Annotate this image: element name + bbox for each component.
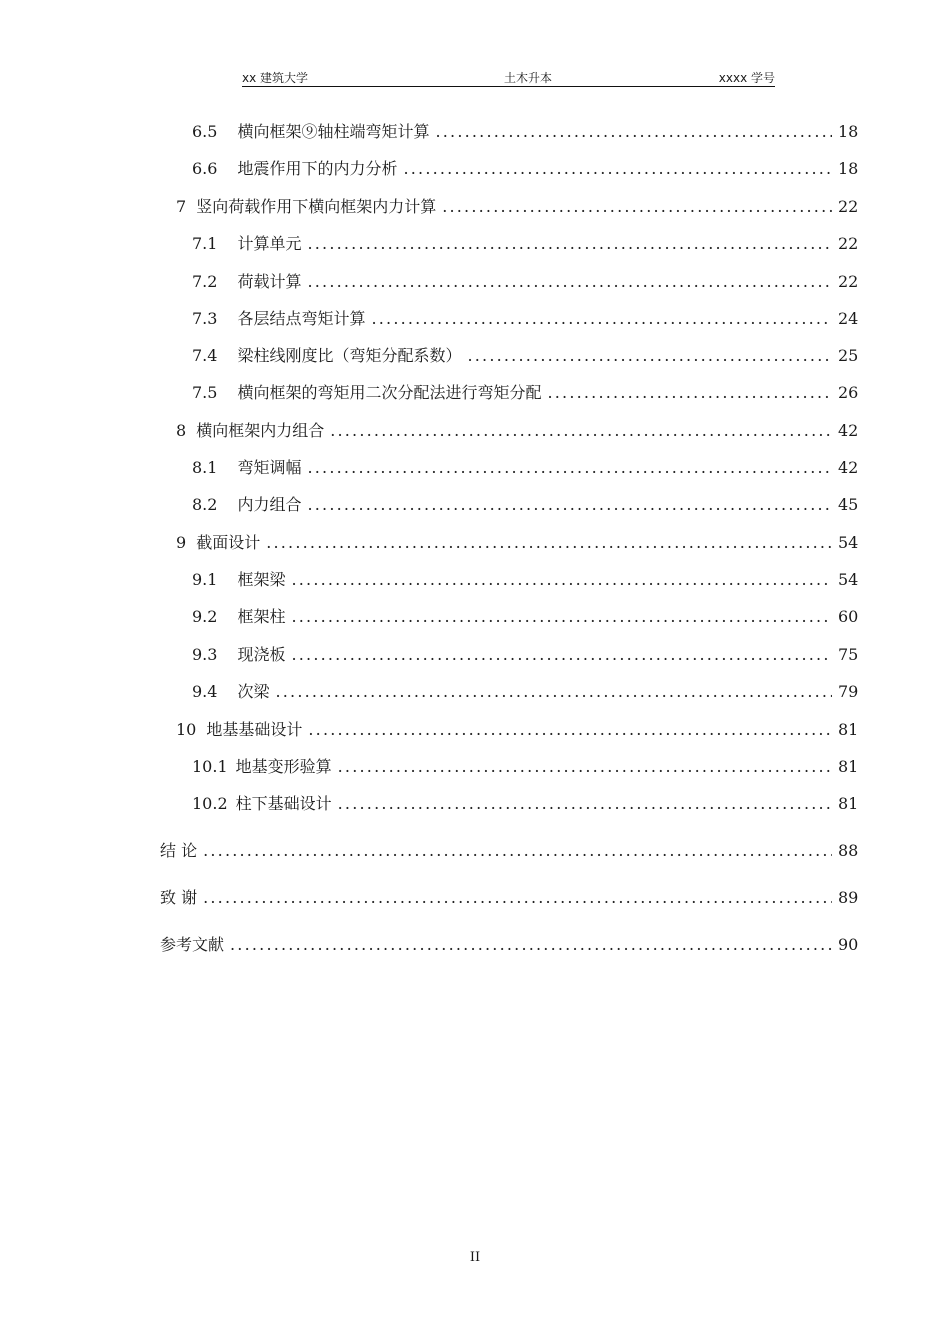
toc-entry-page: 60 <box>838 607 859 626</box>
toc-entry-number: 7.4 <box>192 346 218 365</box>
toc-entry-page: 88 <box>838 841 859 860</box>
toc-entry-number: 10 <box>176 720 197 739</box>
toc-entry-title: 横向框架内力组合 <box>196 421 325 440</box>
toc-entry[interactable] <box>192 568 858 592</box>
toc-dot-leader <box>307 456 832 480</box>
toc-dot-leader <box>203 839 832 863</box>
toc-entry-page: 22 <box>838 197 859 216</box>
toc-entry-number: 7.2 <box>192 272 218 291</box>
toc-entry[interactable] <box>192 456 858 480</box>
toc-entry-page: 22 <box>838 272 859 291</box>
toc-entry-number: 10.2 <box>192 794 228 813</box>
toc-dot-leader <box>403 157 832 181</box>
toc-entry-title: 横向框架的弯矩用二次分配法进行弯矩分配 <box>237 383 542 402</box>
toc-entry-title: 各层结点弯矩计算 <box>237 309 366 328</box>
toc-entry[interactable] <box>192 792 858 816</box>
toc-dot-leader <box>442 195 832 219</box>
header-program: 土木升本 <box>504 71 553 85</box>
toc-dot-leader <box>307 270 832 294</box>
toc-entry-page: 26 <box>838 383 859 402</box>
toc-dot-leader <box>275 680 832 704</box>
toc-entry-number: 9.2 <box>192 607 218 626</box>
toc-dot-leader <box>547 381 832 405</box>
toc-entry-page: 90 <box>838 935 859 954</box>
toc-entry[interactable] <box>176 419 858 443</box>
toc-entry[interactable] <box>192 120 858 144</box>
toc-entry[interactable] <box>160 839 858 863</box>
toc-entry-title: 地震作用下的内力分析 <box>237 159 398 178</box>
toc-entry-number: 9.1 <box>192 570 218 589</box>
toc-dot-leader <box>371 307 832 331</box>
toc-entry-title: 框架梁 <box>237 570 286 589</box>
toc-entry-title: 参考文献 <box>160 935 225 954</box>
toc-entry-title: 弯矩调幅 <box>237 458 302 477</box>
toc-dot-leader <box>338 792 832 816</box>
toc-entry[interactable] <box>192 680 858 704</box>
toc-entry-title: 框架柱 <box>237 607 286 626</box>
toc-dot-leader <box>330 419 832 443</box>
toc-entry-title: 梁柱线刚度比（弯矩分配系数） <box>237 346 462 365</box>
page-number: II <box>469 1250 481 1265</box>
toc-entry[interactable] <box>176 195 858 219</box>
toc-entry-page: 18 <box>838 122 859 141</box>
toc-entry-number: 6.6 <box>192 159 218 178</box>
toc-dot-leader <box>266 531 832 555</box>
toc-entry-page: 18 <box>838 159 859 178</box>
toc-dot-leader <box>308 718 832 742</box>
toc-entry-number: 6.5 <box>192 122 218 141</box>
toc-dot-leader <box>291 643 832 667</box>
toc-dot-leader <box>230 933 832 957</box>
toc-entry-number: 9.4 <box>192 682 218 701</box>
toc-entry[interactable] <box>160 933 858 957</box>
header-school: xx 建筑大学 <box>242 71 309 85</box>
toc-entry[interactable] <box>192 755 858 779</box>
toc-entry[interactable] <box>176 718 858 742</box>
toc-entry-page: 42 <box>838 421 859 440</box>
toc-entry[interactable] <box>160 886 858 910</box>
toc-entry-number: 7.1 <box>192 234 218 253</box>
toc-dot-leader <box>203 886 832 910</box>
toc-entry-title: 截面设计 <box>196 533 261 552</box>
toc-entry-number: 7.5 <box>192 383 218 402</box>
toc-entry-number: 8.2 <box>192 495 218 514</box>
toc-entry-title: 地基基础设计 <box>206 720 303 739</box>
toc-entry-page: 75 <box>838 645 859 664</box>
toc-dot-leader <box>338 755 832 779</box>
toc-entry[interactable] <box>192 643 858 667</box>
toc-entry[interactable] <box>192 270 858 294</box>
toc-entry-number: 7.3 <box>192 309 218 328</box>
toc-entry-title: 致 谢 <box>160 888 198 907</box>
toc-entry-title: 横向框架⑨轴柱端弯矩计算 <box>237 122 430 141</box>
toc-entry-number: 7 <box>176 197 187 216</box>
toc-entry-number: 9 <box>176 533 187 552</box>
toc-entry[interactable] <box>192 157 858 181</box>
toc-entry-number: 8.1 <box>192 458 218 477</box>
toc-entry-title: 次梁 <box>237 682 270 701</box>
toc-entry[interactable] <box>192 381 858 405</box>
toc-entry-title: 荷载计算 <box>237 272 302 291</box>
toc-entry-title: 结 论 <box>160 841 198 860</box>
toc-entry[interactable] <box>192 307 858 331</box>
toc-entry-title: 现浇板 <box>237 645 286 664</box>
toc-entry[interactable] <box>192 232 858 256</box>
toc-entry-title: 内力组合 <box>237 495 302 514</box>
toc-entry-title: 柱下基础设计 <box>235 794 332 813</box>
toc-entry-page: 45 <box>838 495 859 514</box>
toc-entry-page: 81 <box>838 794 859 813</box>
toc-entry-title: 地基变形验算 <box>235 757 332 776</box>
toc-entry-page: 81 <box>838 720 859 739</box>
toc-entry-title: 计算单元 <box>237 234 302 253</box>
toc-entry-page: 79 <box>838 682 859 701</box>
header-student-id: xxxx 学号 <box>718 71 775 85</box>
toc-entry[interactable] <box>192 344 858 368</box>
toc-entry-number: 9.3 <box>192 645 218 664</box>
toc-entry[interactable] <box>192 605 858 629</box>
toc-entry-title: 竖向荷载作用下横向框架内力计算 <box>196 197 437 216</box>
toc-dot-leader <box>435 120 832 144</box>
toc-entry[interactable] <box>192 493 858 517</box>
toc-entry-page: 22 <box>838 234 859 253</box>
toc-entry-page: 89 <box>838 888 859 907</box>
toc-entry-page: 54 <box>838 533 859 552</box>
toc-dot-leader <box>291 605 832 629</box>
toc-entry-page: 81 <box>838 757 859 776</box>
toc-entry-page: 24 <box>838 309 859 328</box>
toc-dot-leader <box>467 344 832 368</box>
toc-entry-number: 8 <box>176 421 187 440</box>
toc-entry-page: 25 <box>838 346 859 365</box>
toc-dot-leader <box>307 232 832 256</box>
page-header <box>242 72 775 87</box>
toc-entry-page: 54 <box>838 570 859 589</box>
toc-entry[interactable] <box>176 531 858 555</box>
toc-entry-number: 10.1 <box>192 757 228 776</box>
toc-dot-leader <box>307 493 832 517</box>
toc-dot-leader <box>291 568 832 592</box>
toc-entry-page: 42 <box>838 458 859 477</box>
